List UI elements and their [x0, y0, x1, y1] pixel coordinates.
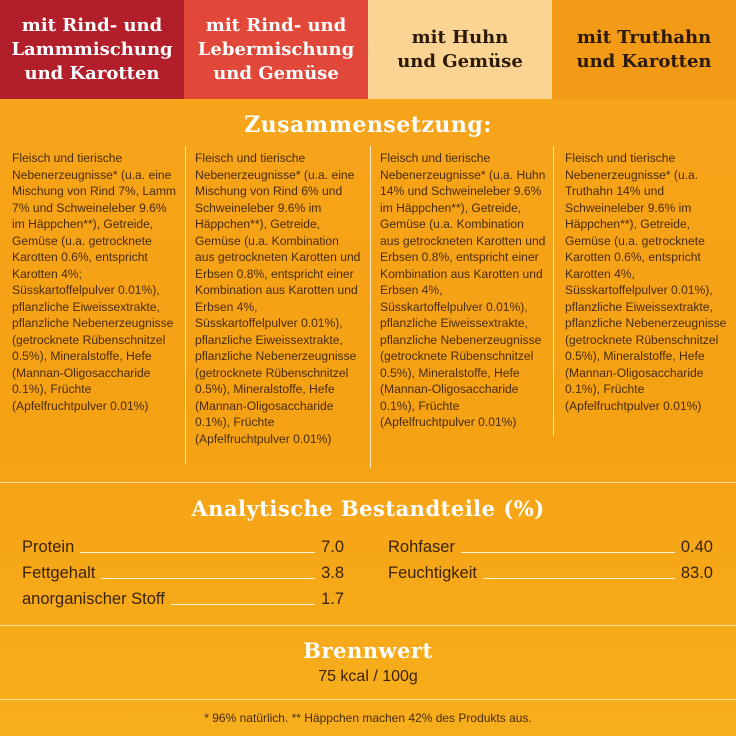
- analysis-label: Rohfaser: [388, 538, 455, 556]
- analysis-value: 0.40: [680, 538, 713, 556]
- column-divider: [185, 146, 186, 464]
- analysis-row-rohfaser: [388, 535, 713, 557]
- leader-line: [171, 604, 315, 605]
- column-divider: [370, 146, 371, 468]
- variant-label: mit Rind- und Lammmischung und Karotten: [11, 14, 173, 84]
- section-divider: [0, 699, 736, 700]
- composition-text-4: Fleisch und tierische Nebenerzeugnisse* (u.a. Truthahn 14% und Schweineleber 9.6% im Häppchen**), Getreide, Gemüse (u.a. getrocknete Karotten 0.6%, entspricht Karotten 4%, Süsskartoffelpulver 0.01%), pflanzliche Eiweissextrakte, pflanzliche Nebenerzeugnisse (getrocknete Rübenschnitzel 0.5%), Mineralstoffe, Hefe (Mannan-Oligosaccharide 0.1%), Früchte (Apfelfruchtpulver 0.01%): [565, 151, 727, 413]
- section-divider: [0, 625, 736, 626]
- analysis-label: Feuchtigkeit: [388, 564, 477, 582]
- composition-text-3: Fleisch und tierische Nebenerzeugnisse* (u.a. Huhn 14% und Schweineleber 9.6% im Häppchen**), Getreide, Gemüse (u.a. Kombination aus getrockneten Karotten und Erbsen 0.8%, entspricht einer Kombination aus Karotten und Erbsen 4%, Süsskartoffelpulver 0.01%), pflanzliche Eiweissextrakte, pflanzliche Nebenerzeugnisse (getrocknete Rübenschnitzel 0.5%), Mineralstoffe, Hefe (Mannan-Oligosaccharide 0.1%), Früchte (Apfelfruchtpulver 0.01%): [380, 151, 546, 429]
- variant-header-row: [0, 0, 736, 99]
- analysis-row-feuchtigkeit: [388, 561, 713, 583]
- variant-label: mit Rind- und Lebermischung und Gemüse: [197, 14, 355, 84]
- variant-label: mit Truthahn und Karotten: [576, 26, 712, 72]
- composition-text-1: Fleisch und tierische Nebenerzeugnisse* (u.a. eine Mischung von Rind 7%, Lamm 7% und Schweineleber 9.6% im Häppchen**), Getreide, Gemüse (u.a. getrocknete Karotten 0.6%, entspricht Karotten 4%; Süsskartoffelpulver 0.01%), pflanzliche Eiweissextrakte, pflanzliche Nebenerzeugnisse (getrocknete Rübenschnitzel 0.5%), Mineralstoffe, Hefe (Mannan-Oligosaccharide 0.1%), Früchte (Apfelfruchtpulver 0.01%): [12, 151, 177, 413]
- analysis-value: 83.0: [680, 564, 713, 582]
- analysis-row-protein: [22, 535, 344, 557]
- leader-line: [483, 578, 675, 579]
- variant-truthahn: [552, 0, 736, 99]
- analysis-heading: Analytische Bestandteile (%): [191, 496, 545, 521]
- analysis-label: Fettgehalt: [22, 564, 96, 582]
- leader-line: [461, 552, 675, 553]
- section-divider: [0, 482, 736, 483]
- analysis-value: 3.8: [321, 564, 344, 582]
- composition-text-2: Fleisch und tierische Nebenerzeugnisse* (u.a. eine Mischung von Rind 6% und Schweineleber 9.6% im Häppchen**), Getreide, Gemüse (u.a. Kombination aus getrockneten Karotten und Erbsen 0.8%, entspricht einer Kombination aus Karotten und Erbsen 4%, Süsskartoffelpulver 0.01%), pflanzliche Eiweissextrakte, pflanzliche Nebenerzeugnisse (getrocknete Rübenschnitzel 0.5%), Mineralstoffe, Hefe (Mannan-Oligosaccharide 0.1%), Früchte (Apfelfruchtpulver 0.01%): [195, 151, 361, 446]
- column-divider: [553, 146, 554, 436]
- analysis-row-fett: [22, 561, 344, 583]
- footnote: * 96% natürlich. ** Häppchen machen 42% des Produkts aus.: [204, 711, 532, 725]
- leader-line: [80, 552, 315, 553]
- analysis-label: Protein: [22, 538, 75, 556]
- energy-value: 75 kcal / 100g: [318, 668, 418, 685]
- analysis-value: 7.0: [321, 538, 344, 556]
- energy-heading: Brennwert: [303, 638, 433, 663]
- analysis-label: anorganischer Stoff: [22, 590, 165, 608]
- variant-rind-lamm: [0, 0, 184, 99]
- leader-line: [101, 578, 315, 579]
- analysis-row-anorganisch: [22, 587, 344, 609]
- variant-huhn: [368, 0, 552, 99]
- variant-rind-leber: [184, 0, 368, 99]
- variant-label: mit Huhn und Gemüse: [397, 26, 523, 72]
- composition-columns: [0, 146, 736, 466]
- composition-heading: Zusammensetzung:: [244, 112, 492, 138]
- analysis-value: 1.7: [321, 590, 344, 608]
